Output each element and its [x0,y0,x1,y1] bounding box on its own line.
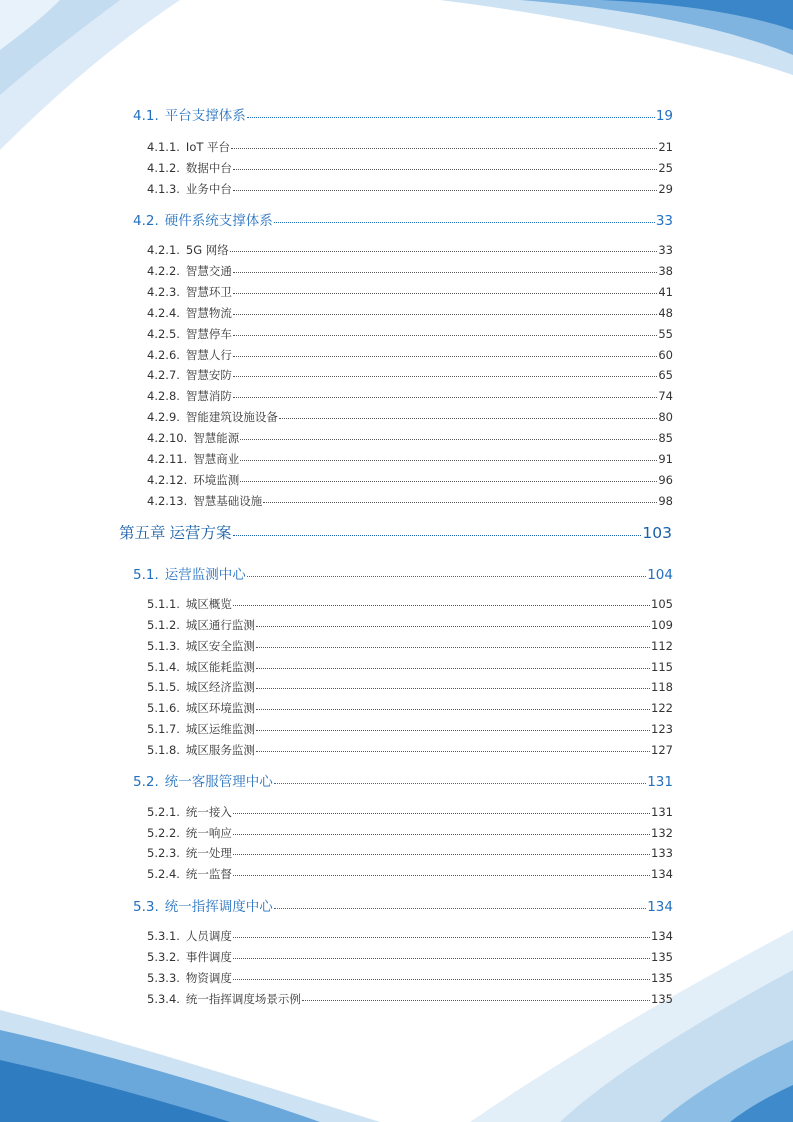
toc-entry-page: 133 [651,846,673,860]
toc-entry-page: 109 [651,618,673,632]
toc-entry-subsection[interactable] [147,349,673,363]
toc-entry-page: 103 [642,524,672,542]
toc-entry-page: 127 [651,743,673,757]
toc-dot-leader [247,576,646,577]
toc-entry-subsection[interactable] [147,453,673,467]
toc-entry-subsection[interactable] [147,868,673,882]
toc-entry-page: 135 [651,971,673,985]
toc-entry-subsection[interactable] [147,474,673,488]
toc-entry-title: 统一指挥调度中心 [164,899,273,915]
toc-entry-number: 5.3. [133,899,159,915]
toc-entry-page: 96 [658,473,673,487]
toc-entry-title: 平台支撑体系 [164,108,246,124]
toc-entry-subsection[interactable] [147,806,673,820]
toc-dot-leader [240,481,657,482]
toc-entry-number: 第五章 [119,524,166,542]
toc-entry-title: 智慧物流 [185,306,232,320]
toc-dot-leader [233,875,650,876]
toc-entry-page: 55 [658,327,673,341]
toc-entry-title: 人员调度 [185,929,232,943]
toc-entry-page: 38 [658,264,673,278]
toc-entry-title: 城区能耗监测 [185,660,255,674]
toc-entry-number: 5.3.4. [147,992,180,1006]
toc-dot-leader [233,605,650,606]
toc-dot-leader [233,937,650,938]
toc-entry-subsection[interactable] [147,390,673,404]
toc-entry-page: 135 [651,950,673,964]
toc-entry-subsection[interactable] [147,827,673,841]
toc-entry-section[interactable] [133,567,673,583]
toc-entry-page: 21 [658,140,673,154]
toc-entry-subsection[interactable] [147,328,673,342]
toc-entry-title: 城区经济监测 [185,680,255,694]
toc-entry-chapter[interactable] [119,524,672,543]
toc-dot-leader [256,647,650,648]
toc-entry-subsection[interactable] [147,286,673,300]
toc-entry-number: 5.1.1. [147,597,180,611]
toc-entry-title: 统一客服管理中心 [164,774,273,790]
toc-dot-leader [233,397,657,398]
toc-entry-page: 118 [651,680,673,694]
toc-dot-leader [233,834,650,835]
toc-entry-title: 城区通行监测 [185,618,255,632]
toc-entry-title: 统一监督 [185,867,232,881]
toc-entry-subsection[interactable] [147,162,673,176]
toc-entry-page: 98 [658,494,673,508]
toc-entry-subsection[interactable] [147,702,673,716]
toc-entry-page: 91 [658,452,673,466]
toc-entry-number: 4.2.10. [147,431,188,445]
toc-entry-number: 5.2.3. [147,846,180,860]
toc-entry-number: 5.1.5. [147,680,180,694]
toc-dot-leader [279,418,657,419]
toc-entry-page: 29 [658,182,673,196]
toc-entry-subsection[interactable] [147,847,673,861]
toc-entry-title: 5G 网络 [185,243,229,257]
toc-entry-number: 5.2.1. [147,805,180,819]
toc-entry-number: 4.2.9. [147,410,180,424]
toc-dot-leader [274,908,646,909]
toc-dot-leader [256,751,650,752]
toc-entry-title: 智慧消防 [185,389,232,403]
toc-entry-subsection[interactable] [147,307,673,321]
toc-entry-number: 4.2.13. [147,494,188,508]
toc-entry-page: 48 [658,306,673,320]
toc-entry-number: 4.2.12. [147,473,188,487]
toc-entry-number: 5.3.2. [147,950,180,964]
toc-entry-number: 4.2.4. [147,306,180,320]
toc-entry-number: 5.1.4. [147,660,180,674]
toc-entry-page: 131 [647,774,673,790]
toc-entry-page: 19 [655,108,673,124]
toc-entry-title: 统一处理 [185,846,232,860]
toc-entry-subsection[interactable] [147,432,673,446]
toc-entry-subsection[interactable] [147,723,673,737]
toc-entry-number: 4.2.11. [147,452,188,466]
toc-entry-subsection[interactable] [147,244,673,258]
toc-entry-title: 城区安全监测 [185,639,255,653]
toc-entry-number: 4.2.2. [147,264,180,278]
toc-dot-leader [233,356,657,357]
toc-entry-page: 105 [651,597,673,611]
toc-dot-leader [256,688,650,689]
toc-entry-subsection[interactable] [147,972,673,986]
toc-entry-title: 智慧能源 [193,431,240,445]
toc-entry-number: 5.1.3. [147,639,180,653]
toc-entry-title: 智慧人行 [185,348,232,362]
toc-entry-page: 134 [651,867,673,881]
toc-dot-leader [233,376,657,377]
toc-entry-title: 物资调度 [185,971,232,985]
toc-entry-subsection[interactable] [147,640,673,654]
toc-entry-title: 城区服务监测 [185,743,255,757]
toc-entry-number: 5.2.4. [147,867,180,881]
toc-entry-title: 城区环境监测 [185,701,255,715]
toc-entry-subsection[interactable] [147,411,673,425]
toc-entry-number: 5.1.2. [147,618,180,632]
toc-entry-subsection[interactable] [147,265,673,279]
toc-entry-page: 132 [651,826,673,840]
toc-dot-leader [247,117,655,118]
toc-entry-title: 智慧安防 [185,368,232,382]
toc-dot-leader [233,190,657,191]
toc-entry-number: 5.3.3. [147,971,180,985]
toc-entry-title: 硬件系统支撑体系 [164,213,273,229]
toc-entry-number: 4.2.8. [147,389,180,403]
toc-entry-title: 智慧商业 [193,452,240,466]
toc-entry-section[interactable] [133,213,673,229]
toc-entry-title: 统一接入 [185,805,232,819]
toc-entry-title: 运营监测中心 [164,567,246,583]
toc-dot-leader [233,979,650,980]
toc-dot-leader [256,668,650,669]
toc-dot-leader [230,251,658,252]
toc-entry-number: 5.2.2. [147,826,180,840]
toc-entry-title: 统一指挥调度场景示例 [185,992,301,1006]
toc-dot-leader [256,626,650,627]
toc-entry-title: 统一响应 [185,826,232,840]
toc-dot-leader [256,709,650,710]
toc-entry-page: 104 [647,567,673,583]
toc-dot-leader [231,148,657,149]
toc-entry-section[interactable] [133,108,673,124]
toc-entry-title: 运营方案 [169,524,232,542]
toc-entry-page: 115 [651,660,673,674]
toc-entry-subsection[interactable] [147,369,673,383]
toc-entry-title: 智能建筑设施设备 [185,410,278,424]
toc-entry-title: IoT 平台 [185,140,231,154]
toc-entry-page: 60 [658,348,673,362]
toc-dot-leader [233,813,650,814]
toc-entry-number: 5.2. [133,774,159,790]
toc-dot-leader [274,222,655,223]
toc-entry-title: 智慧环卫 [185,285,232,299]
toc-entry-page: 85 [658,431,673,445]
toc-entry-number: 4.2.7. [147,368,180,382]
toc-entry-number: 5.1.6. [147,701,180,715]
toc-entry-title: 智慧停车 [185,327,232,341]
toc-entry-subsection[interactable] [147,598,673,612]
toc-entry-number: 4.2.6. [147,348,180,362]
toc-entry-number: 5.1. [133,567,159,583]
toc-entry-subsection[interactable] [147,744,673,758]
toc-entry-page: 112 [651,639,673,653]
toc-dot-leader [233,958,650,959]
toc-entry-number: 5.1.7. [147,722,180,736]
toc-entry-title: 环境监测 [193,473,240,487]
toc-entry-page: 74 [658,389,673,403]
toc-dot-leader [240,460,657,461]
toc-entry-subsection[interactable] [147,619,673,633]
toc-entry-page: 65 [658,368,673,382]
toc-entry-section[interactable] [133,774,673,790]
toc-dot-leader [233,335,657,336]
toc-entry-number: 4.1.1. [147,140,180,154]
toc-entry-number: 4.2.3. [147,285,180,299]
toc-entry-number: 4.1.2. [147,161,180,175]
toc-entry-page: 131 [651,805,673,819]
toc-entry-title: 智慧基础设施 [193,494,263,508]
toc-entry-title: 智慧交通 [185,264,232,278]
toc-entry-page: 122 [651,701,673,715]
toc-entry-page: 135 [651,992,673,1006]
toc-entry-subsection[interactable] [147,183,673,197]
toc-dot-leader [233,272,657,273]
toc-entry-section[interactable] [133,899,673,915]
toc-entry-page: 33 [655,213,673,229]
toc-entry-subsection[interactable] [147,141,673,155]
toc-entry-subsection[interactable] [147,951,673,965]
toc-dot-leader [233,314,657,315]
toc-dot-leader [233,854,650,855]
toc-entry-subsection[interactable] [147,993,673,1007]
toc-entry-title: 业务中台 [185,182,232,196]
toc-dot-leader [240,439,657,440]
toc-entry-page: 41 [658,285,673,299]
toc-entry-page: 134 [647,899,673,915]
toc-entry-page: 134 [651,929,673,943]
toc-entry-number: 5.3.1. [147,929,180,943]
toc-dot-leader [302,1000,650,1001]
toc-entry-title: 数据中台 [185,161,232,175]
toc-dot-leader [233,535,642,536]
toc-entry-page: 80 [658,410,673,424]
toc-entry-subsection[interactable] [147,681,673,695]
toc-entry-page: 123 [651,722,673,736]
toc-entry-title: 事件调度 [185,950,232,964]
toc-entry-subsection[interactable] [147,930,673,944]
toc-entry-subsection[interactable] [147,661,673,675]
toc-entry-number: 4.2.5. [147,327,180,341]
toc-dot-leader [256,730,650,731]
toc-entry-page: 33 [658,243,673,257]
toc-dot-leader [233,293,657,294]
toc-dot-leader [263,502,657,503]
toc-entry-number: 4.1. [133,108,159,124]
toc-dot-leader [274,783,646,784]
toc-entry-title: 城区运维监测 [185,722,255,736]
toc-entry-page: 25 [658,161,673,175]
toc-entry-number: 4.2.1. [147,243,180,257]
toc-entry-number: 5.1.8. [147,743,180,757]
toc-entry-subsection[interactable] [147,495,673,509]
toc-entry-title: 城区概览 [185,597,232,611]
toc-dot-leader [233,169,657,170]
toc-entry-number: 4.2. [133,213,159,229]
toc-entry-number: 4.1.3. [147,182,180,196]
